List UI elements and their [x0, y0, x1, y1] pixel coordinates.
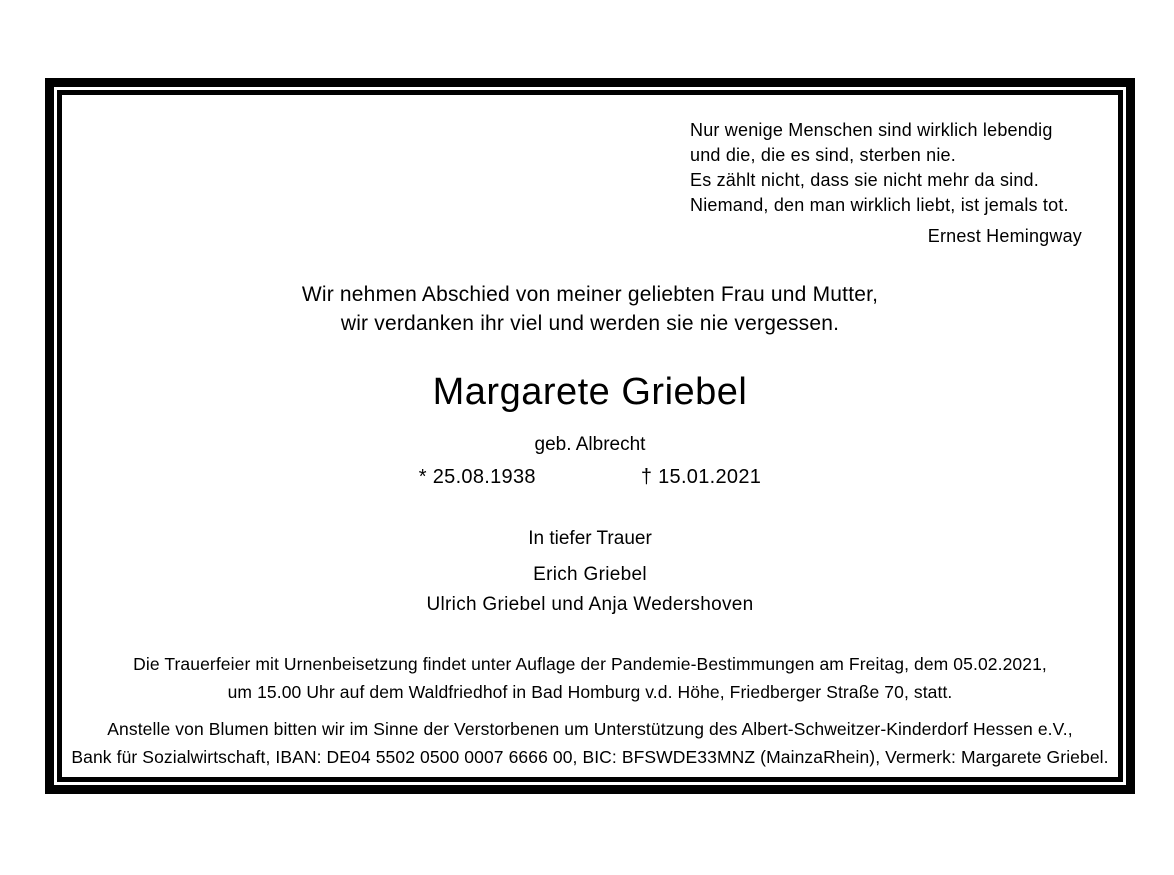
donation-info-line-1: Anstelle von Blumen bitten wir im Sinne der Verstorbenen um Unterstützung des Albert-Schweitzer-Kinderdorf Hessen e.V., — [107, 719, 1073, 739]
farewell-intro-line-2: wir verdanken ihr viel und werden sie nie vergessen. — [340, 312, 840, 335]
obituary-content — [62, 95, 1118, 777]
donation-info-line-2: Bank für Sozialwirtschaft, IBAN: DE04 5502 0500 0007 6666 00, BIC: BFSWDE33MNZ (MainzaRhein), Vermerk: Margarete Griebel. — [71, 747, 1109, 767]
donation-info — [62, 715, 1118, 771]
obituary-card-inner-frame — [57, 90, 1123, 782]
mourner-name-1: Erich Griebel — [533, 564, 647, 585]
deceased-maiden-name: geb. Albrecht — [534, 434, 646, 455]
farewell-intro — [62, 280, 1118, 338]
quote-line-2: und die, die es sind, sterben nie. — [690, 145, 956, 165]
mourner-name-2: Ulrich Griebel und Anja Wedershoven — [426, 594, 754, 615]
death-date: † 15.01.2021 — [640, 466, 762, 488]
funeral-info-line-2: um 15.00 Uhr auf dem Waldfriedhof in Bad Homburg v.d. Höhe, Friedberger Straße 70, statt. — [227, 682, 953, 702]
obituary-card-frame — [45, 78, 1135, 794]
farewell-intro-line-1: Wir nehmen Abschied von meiner geliebten Frau und Mutter, — [301, 283, 879, 306]
deceased-name: Margarete Griebel — [432, 371, 748, 413]
funeral-info-line-1: Die Trauerfeier mit Urnenbeisetzung findet unter Auflage der Pandemie-Bestimmungen am Freitag, dem 05.02.2021, — [133, 654, 1047, 674]
quote-line-3: Es zählt nicht, dass sie nicht mehr da sind. — [690, 170, 1039, 190]
quote-block — [690, 118, 1082, 249]
quote-line-4: Niemand, den man wirklich liebt, ist jemals tot. — [690, 195, 1069, 215]
quote-line-1: Nur wenige Menschen sind wirklich lebendig — [690, 120, 1053, 140]
funeral-info — [62, 650, 1118, 706]
mourning-heading: In tiefer Trauer — [528, 528, 652, 549]
life-dates — [62, 466, 1118, 489]
birth-date: * 25.08.1938 — [418, 466, 536, 488]
quote-author: Ernest Hemingway — [927, 226, 1082, 246]
